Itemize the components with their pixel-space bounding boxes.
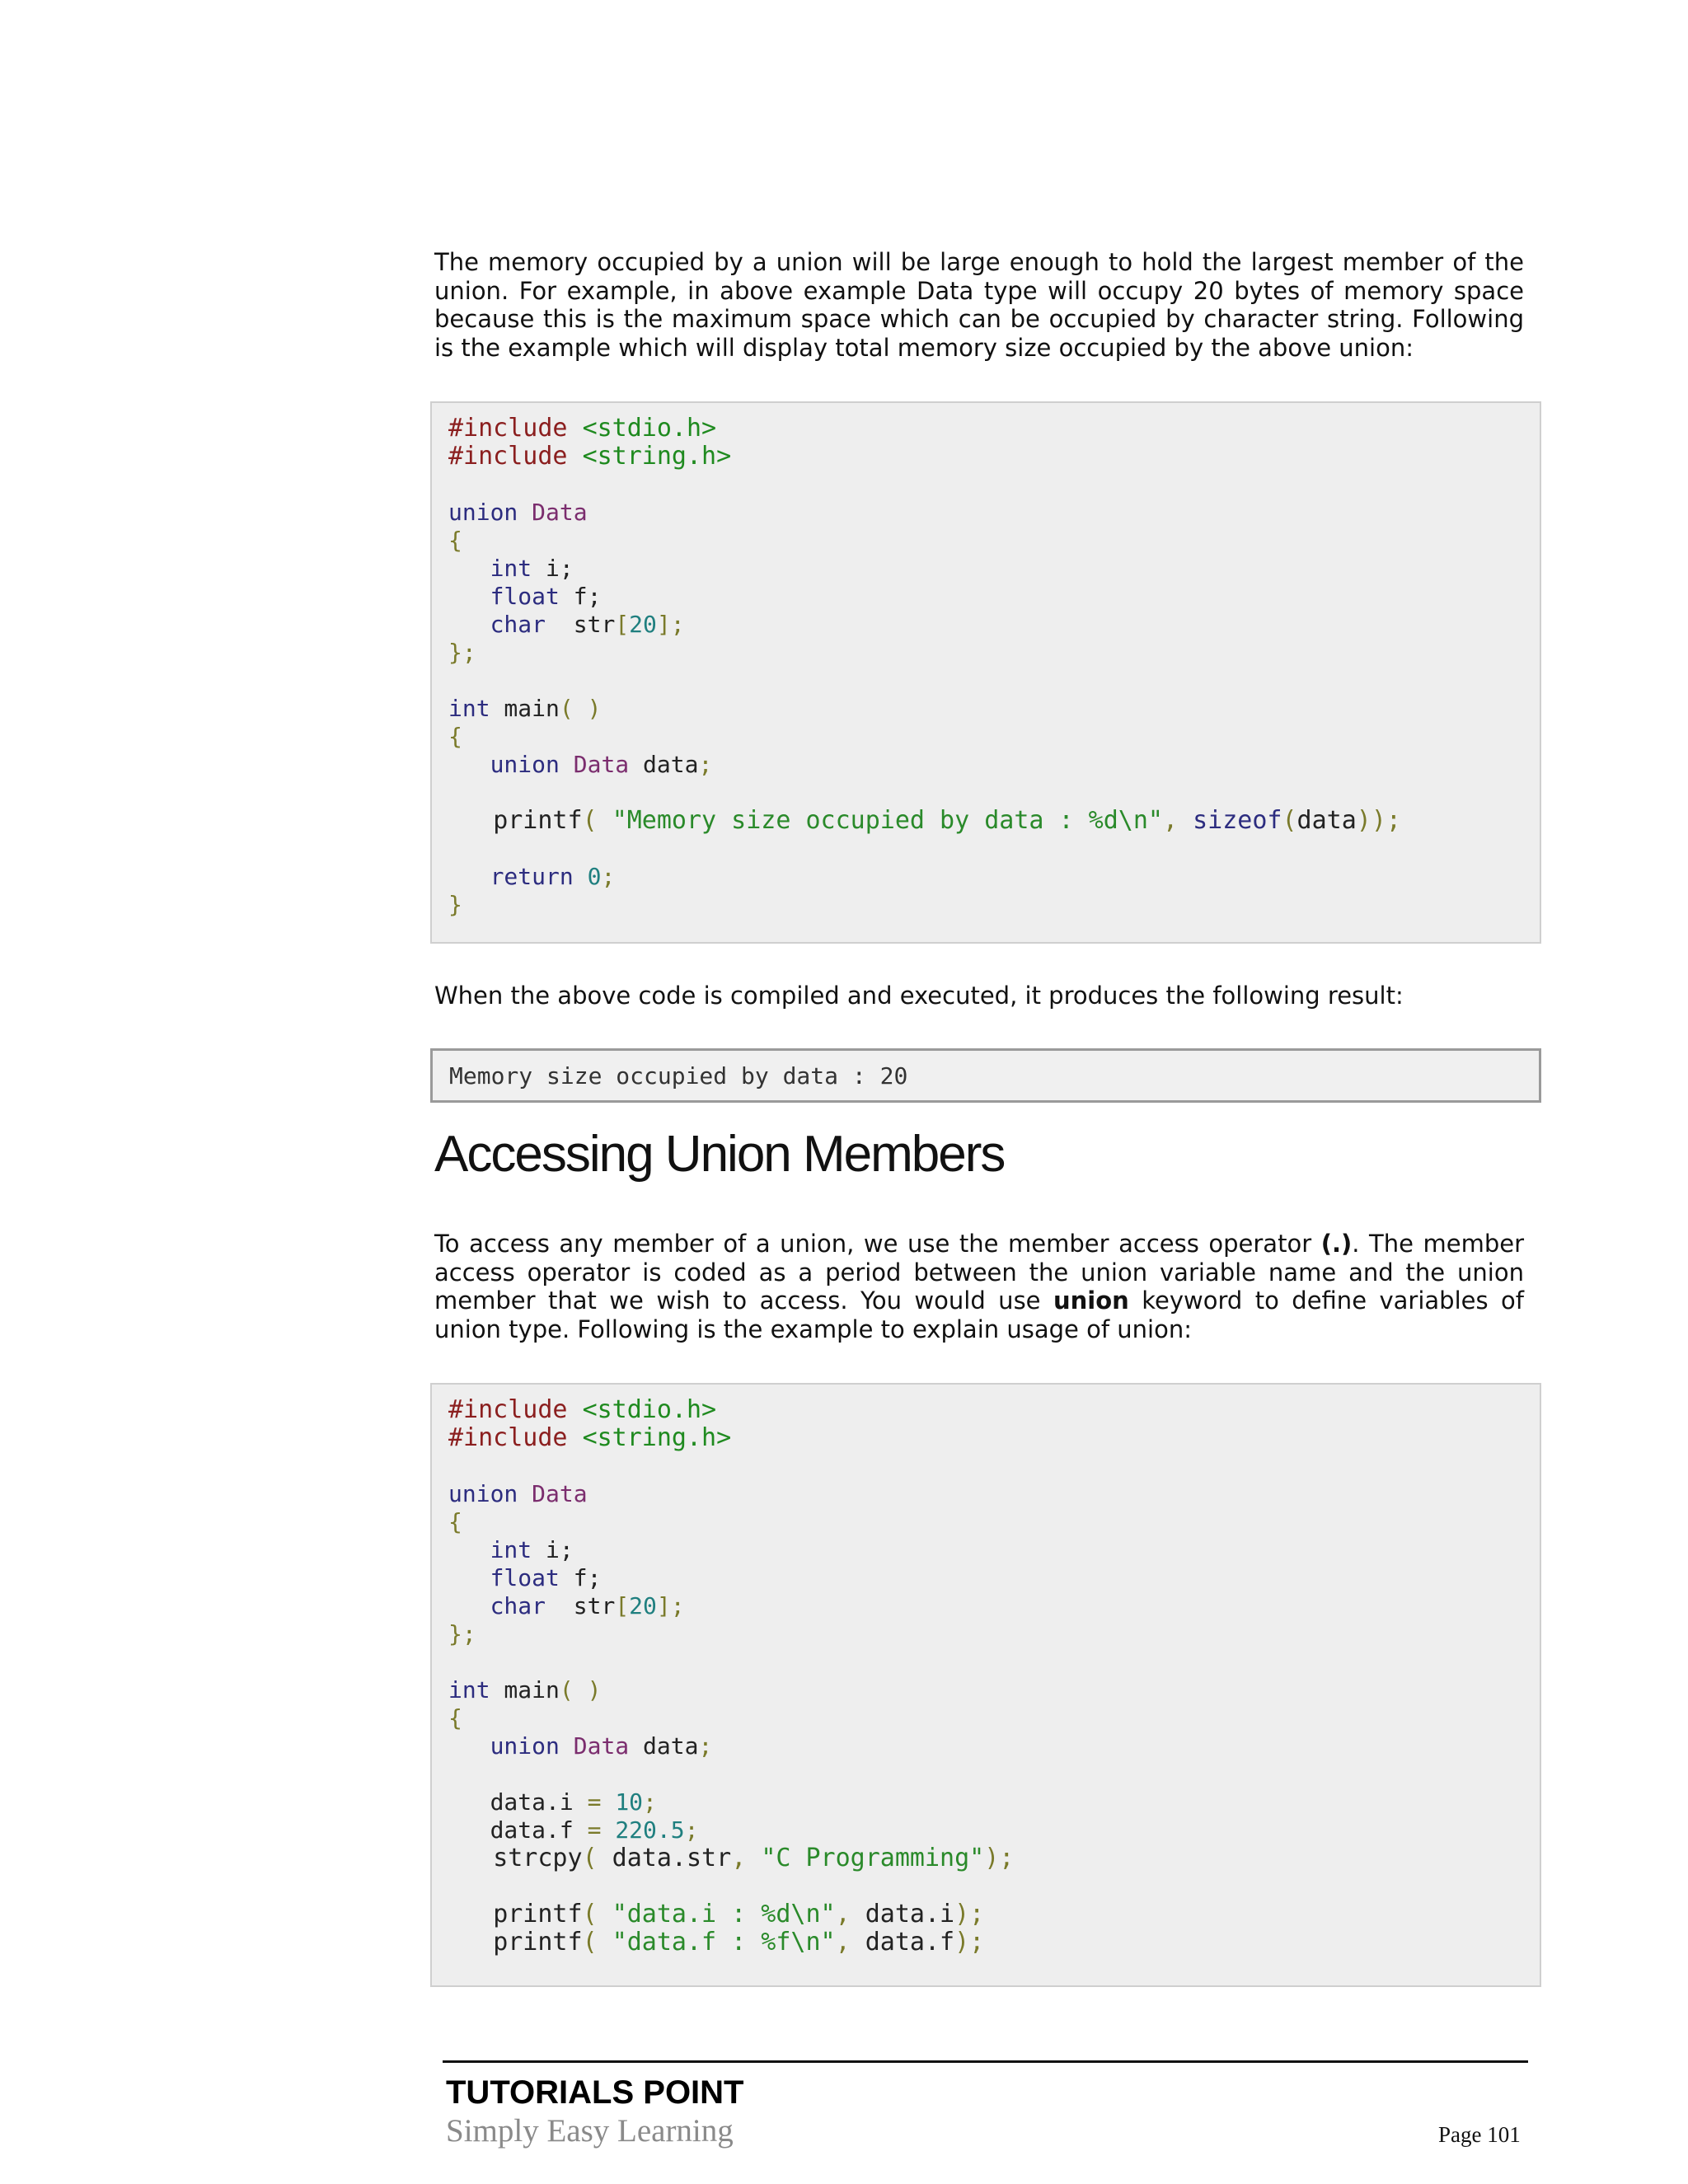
access-paragraph: To access any member of a union, we use the member access operator (.). The member access operator is coded as a period between the union variable name and the union member that we wish to access. You would use union keyword to define variables of union type. Following is the example to explain usage of union: xyxy=(434,1230,1525,1343)
footer-divider xyxy=(443,2060,1528,2063)
union-keyword-text: union xyxy=(1053,1286,1129,1315)
intro-paragraph: The memory occupied by a union will be large enough to hold the largest member of the union. For example, in above example Data type will occupy 20 bytes of memory space because this is the maximum space which can be occupied by character string. Following is the example which will display total memory size occupied by the above union: xyxy=(434,248,1524,362)
code-block-union-size: #include <stdio.h> #include <string.h> union Data { int i; float f; char str[20]; }; int main( ) { union Data data; printf( "Memory size occupied by data : %d\n", sizeof(data)); return 0; } xyxy=(430,401,1541,944)
program-output: Memory size occupied by data : 20 xyxy=(430,1048,1541,1103)
footer-tagline: Simply Easy Learning xyxy=(446,2113,734,2149)
footer-brand: TUTORIALS POINT xyxy=(446,2074,744,2111)
section-heading: Accessing Union Members xyxy=(434,1126,1005,1183)
operator-text: (.) xyxy=(1320,1230,1353,1258)
code-block-union-access: #include <stdio.h> #include <string.h> union Data { int i; float f; char str[20]; }; int main( ) { union Data data; data.i = 10; data.f = 220.5; strcpy( data.str, "C Programming"); printf( "data.i : %d\n", data.i); printf( "data.f : %f\n", data.f); xyxy=(430,1383,1541,1987)
result-intro-text: When the above code is compiled and executed, it produces the following result: xyxy=(434,982,1404,1010)
page-number: Page 101 xyxy=(1438,2122,1521,2147)
